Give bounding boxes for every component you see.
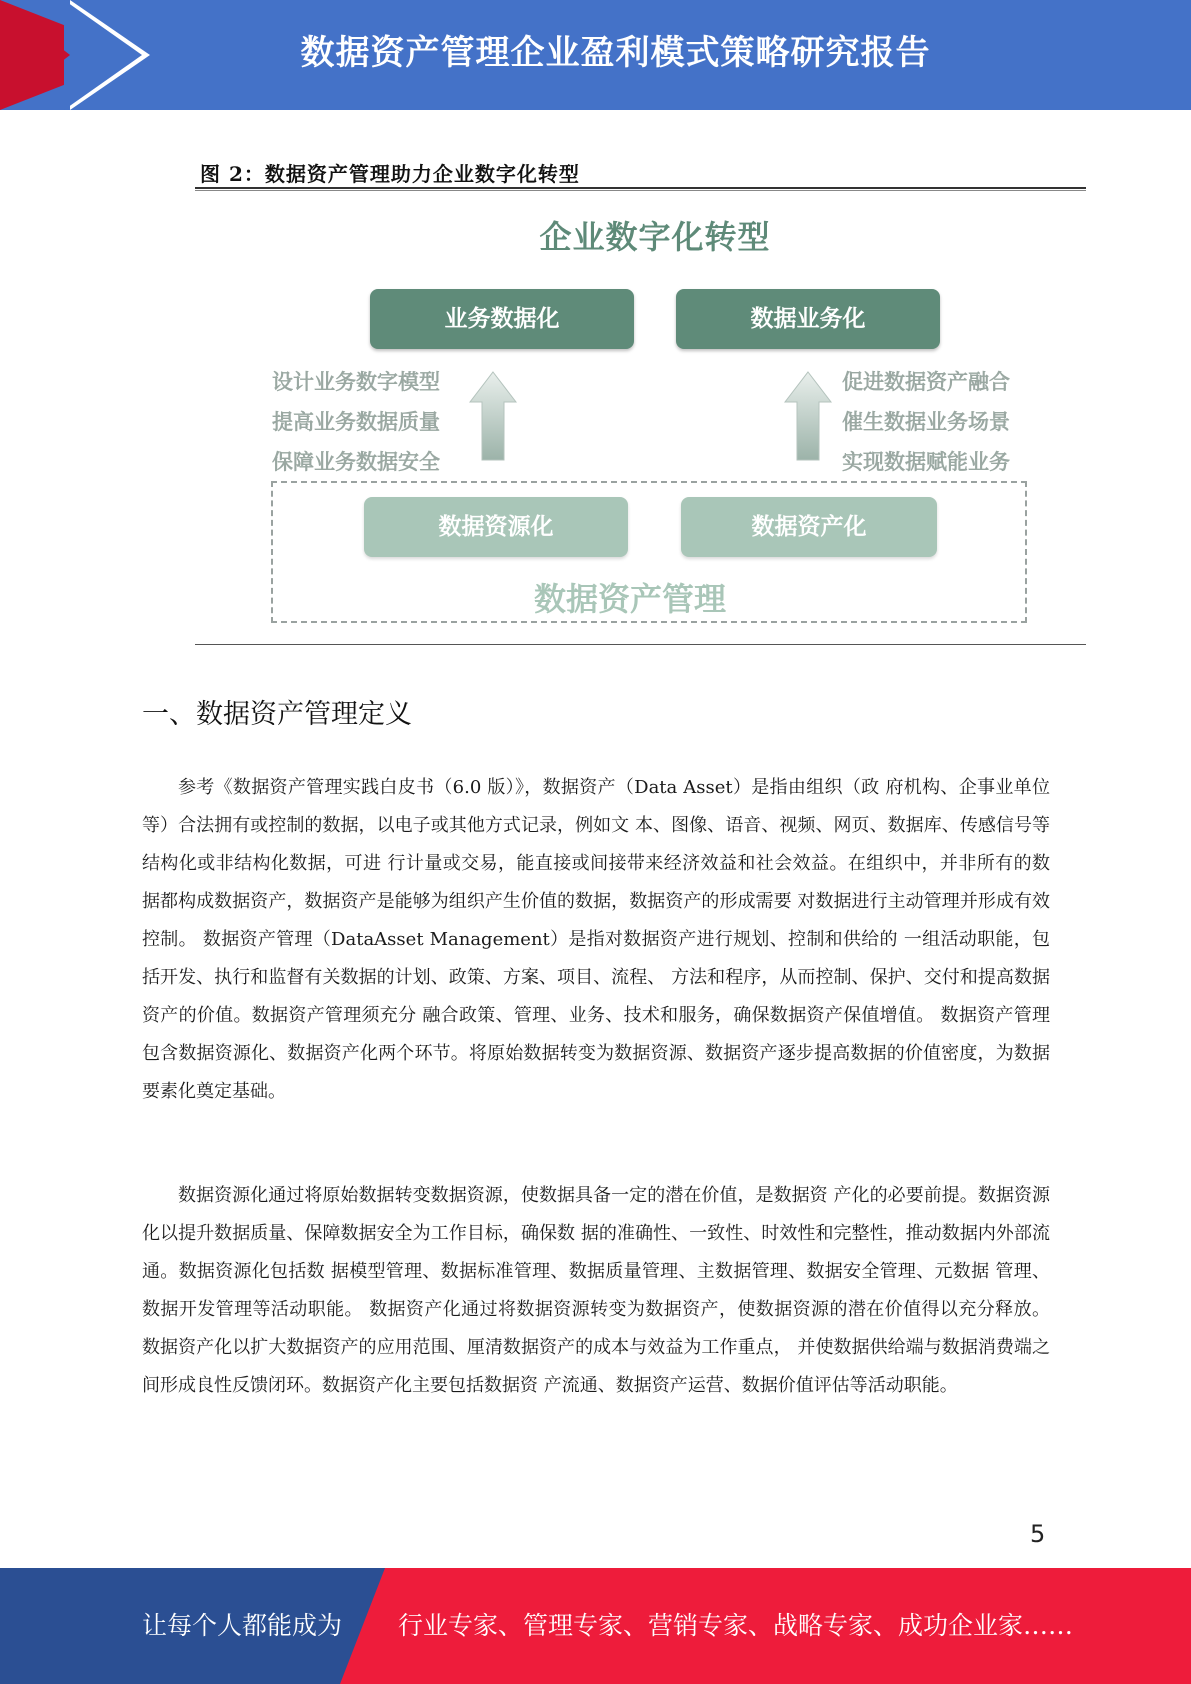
body-paragraph: 参考《数据资产管理实践白皮书（6.0 版）》，数据资产（Data Asset）是指由组织（政 府机构、企事业单位等）合法拥有或控制的数据，以电子或其他方式记录，例如文 本、图像、语音、视频、网页、数据库、传感信号等结构化或非结构化数据，可进 行计量或交易，能直接或间接带来经济效益和社会效益。在组织中，并非所有的数 据都构成数据资产，数据资产是能够为组织产生价值的数据，数据资产的形成需要 对数据进行主动管理并形成有效控制。 数据资产管理（DataAsset Management）是指对数据资产进行规划、控制和供给的 一组活动职能，包括开发、执行和监督有关数据的计划、政策、方案、项目、流程、 方法和程序，从而控制、保护、交付和提高数据资产的价值。数据资产管理须充分 融合政策、管理、业务、技术和服务，确保数据资产保值增值。 数据资产管理包含数据资源化、数据资产化两个环节。将原始数据转变为数据资源、数据资产逐步提高数据的价值密度，为数据要素化奠定基础。 [142,777,1050,1102]
footer-slogan-right: 行业专家、管理专家、营销专家、战略专家、成功企业家…… [398,1611,1074,1640]
figure-caption: 图 2：数据资产管理助力企业数字化转型 [200,162,580,186]
figure-bottom-rule [195,644,1086,645]
page-header [0,0,1191,110]
diagram-title: 企业数字化转型 [539,218,771,256]
box-business-datafication: 业务数据化 [370,289,634,349]
up-arrow-icon [468,370,518,462]
figure-top-rule-thin [195,190,1086,191]
left-point: 保障业务数据安全 [272,450,440,474]
body-paragraph: 数据资源化通过将原始数据转变数据资源，使数据具备一定的潜在价值，是数据资 产化的必要前提。数据资源化以提升数据质量、保障数据安全为工作目标，确保数 据的准确性、一致性、时效性和完整性，推动数据内外部流通。数据资源化包括数 据模型管理、数据标准管理、数据质量管理、主数据管理、数据安全管理、元数据 管理、数据开发管理等活动职能。 数据资产化通过将数据资源转变为数据资产，使数据资源的潜在价值得以充分释放。 数据资产化以扩大数据资产的应用范围、厘清数据资产的成本与效益为工作重点， 并使数据供给端与数据消费端之间形成良性反馈闭环。数据资产化主要包括数据资 产流通、数据资产运营、数据价值评估等活动职能。 [142,1185,1050,1396]
footer-blue-slant [340,1568,385,1684]
page-number: 5 [1030,1520,1046,1548]
report-title: 数据资产管理企业盈利模式策略研究报告 [300,33,931,73]
data-asset-management-label: 数据资产管理 [533,580,726,618]
header-red-accent [0,0,70,110]
box-data-assetization: 数据资产化 [681,497,937,557]
left-point: 提高业务数据质量 [272,410,440,434]
box-data-businessization: 数据业务化 [676,289,940,349]
section-heading: 一、数据资产管理定义 [142,699,412,730]
up-arrow-icon [783,370,833,462]
left-points [272,362,440,482]
left-point: 设计业务数字模型 [272,370,440,394]
figure-top-rule [195,187,1086,189]
right-point: 催生数据业务场景 [842,410,1010,434]
right-point: 促进数据资产融合 [842,370,1010,394]
header-chevron-inner [64,0,142,110]
right-point: 实现数据赋能业务 [842,450,1010,474]
box-data-resourcization: 数据资源化 [364,497,628,557]
footer-slogan-left: 让每个人都能成为 [142,1611,343,1640]
right-points [842,362,1010,482]
page-footer [0,1568,1191,1684]
